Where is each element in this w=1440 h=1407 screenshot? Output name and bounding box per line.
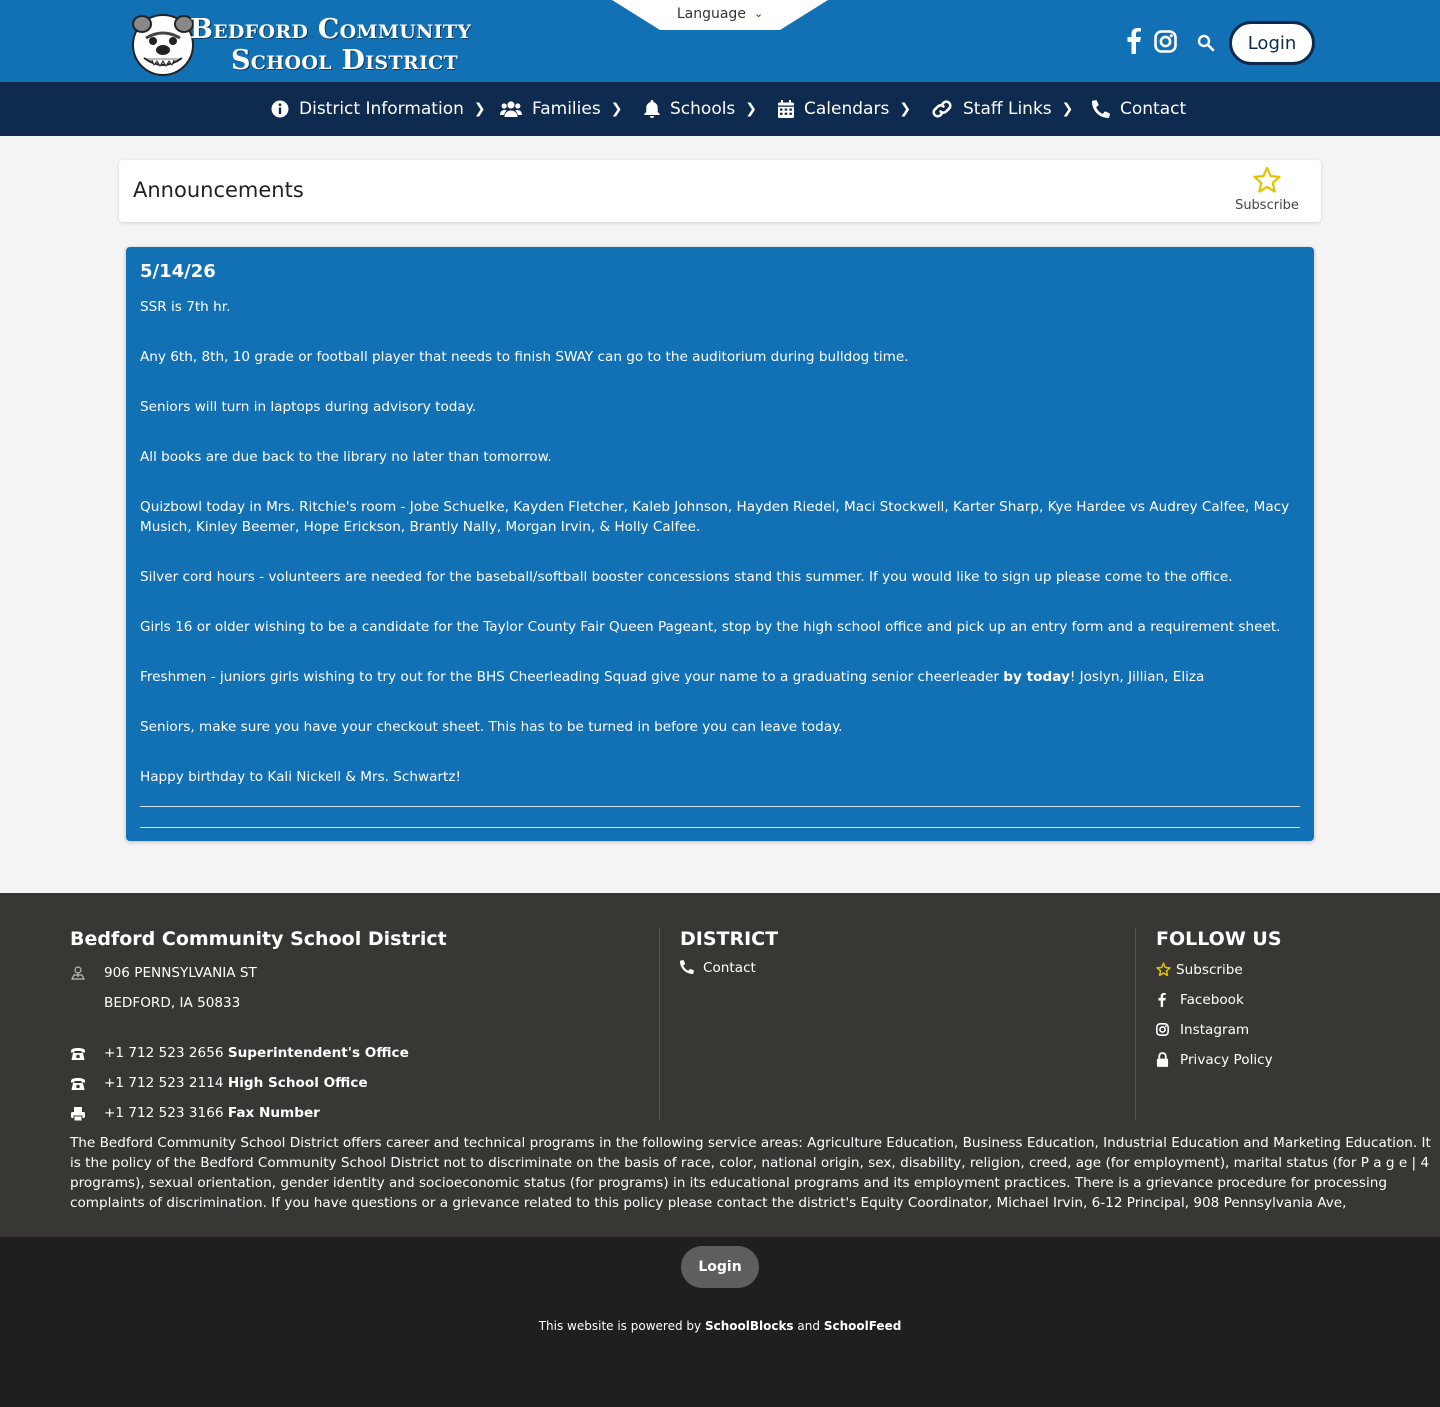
chevron-right-icon: ❯ (610, 101, 623, 117)
announcement-post (126, 247, 1314, 841)
users-icon (500, 100, 522, 118)
phone-label: High School Office (227, 1075, 368, 1091)
footer-address-line-2: BEDFORD, IA 50833 (104, 995, 241, 1011)
footer-phone-superintendent[interactable] (104, 1045, 409, 1061)
post-body (140, 297, 1300, 817)
schoolfeed-link[interactable]: SchoolFeed (823, 1319, 902, 1333)
powered-and: and (797, 1319, 820, 1333)
chevron-right-icon: ❯ (745, 101, 758, 117)
post-paragraph: Quizbowl today in Mrs. Ritchie's room - Jobe Schuelke, Kayden Fletcher, Kaleb Johnson, Hayden Riedel, Maci Stockwell, Karter Sharp, Kye Hardee vs Audrey Calfee, Macy Musich, Kinley Beemer, Hope Erickson, Brantly Nally, Morgan Irvin, & Holly Calfee. (140, 499, 1290, 535)
post-paragraph: All books are due back to the library no later than tomorrow. (140, 449, 552, 465)
post-paragraph: SSR is 7th hr. (140, 299, 231, 315)
chevron-right-icon: ❯ (899, 101, 912, 117)
post-paragraph: Any 6th, 8th, 10 grade or football player that needs to finish SWAY can go to the auditorium during bulldog time. (140, 349, 909, 365)
divider (140, 827, 1300, 828)
chevron-down-icon: ⌄ (753, 7, 764, 20)
schoolblocks-link[interactable]: SchoolBlocks (704, 1319, 794, 1333)
logo-wordmark (190, 14, 471, 76)
phone-number: +1 712 523 3166 (104, 1105, 224, 1121)
chevron-right-icon: ❯ (473, 101, 486, 117)
map-marker-icon (70, 965, 86, 981)
divider (140, 806, 1300, 807)
footer-contact-link[interactable]: Contact (703, 960, 756, 976)
nav-district-information[interactable] (271, 82, 486, 136)
nav-label: Contact (1120, 99, 1187, 119)
site-footer (0, 893, 1440, 1237)
subscribe-label: Subscribe (1235, 198, 1299, 213)
star-icon (1252, 166, 1282, 194)
nav-staff-links[interactable] (931, 82, 1073, 136)
footer-privacy-link[interactable]: Privacy Policy (1180, 1052, 1273, 1068)
post-emphasis: by today (1003, 669, 1070, 685)
footer-follow-title: FOLLOW US (1156, 928, 1282, 950)
nav-schools[interactable] (644, 82, 757, 136)
footer-divider (1135, 928, 1136, 1120)
login-button[interactable]: Login (1229, 21, 1315, 65)
footer-subscribe-link[interactable]: Subscribe (1176, 962, 1243, 978)
subscribe-button[interactable] (1227, 166, 1307, 213)
fax-icon (70, 1106, 86, 1122)
footer-phone-high-school[interactable] (104, 1075, 368, 1091)
star-icon (1156, 962, 1171, 977)
footer-instagram-link[interactable]: Instagram (1180, 1022, 1250, 1038)
main-nav (0, 82, 1440, 136)
nav-label: Staff Links (963, 99, 1052, 119)
nondiscrimination-notice: The Bedford Community School District offers career and technical programs in the following service areas: Agriculture Education, Business Education, Industrial Education and Marketing Education. It is the policy of the Bedford Community School District not to discriminate on the basis of race, color, national origin, sex, disability, religion, creed, age (for employment), marital status (for P a g e | 4 programs), sexual orientation, gender identity and socioeconomic status (for programs) in its educational programs and its employment practices. There is a grievance procedure for processing complaints of discrimination. If you have questions or a grievance related to this policy please contact the district's Equity Coordinator, Michael Irvin, 6-12 Principal, 908 Pennsylvania Ave, (70, 1135, 1431, 1211)
phone-label: Fax Number (227, 1105, 320, 1121)
footer-org-name: Bedford Community School District (70, 928, 447, 950)
footer-login-button[interactable]: Login (681, 1246, 759, 1288)
page-title: Announcements (133, 178, 304, 202)
phone-number: +1 712 523 2656 (104, 1045, 224, 1061)
nav-label: District Information (299, 99, 464, 119)
link-icon (931, 100, 953, 118)
nav-contact[interactable] (1092, 82, 1186, 136)
powered-by (0, 1319, 1440, 1333)
post-date: 5/14/26 (140, 261, 216, 282)
calendar-icon (778, 100, 794, 118)
phone-icon (680, 960, 694, 974)
nav-calendars[interactable] (778, 82, 911, 136)
post-paragraph: Seniors will turn in laptops during advisory today. (140, 399, 477, 415)
facebook-icon (1156, 993, 1168, 1007)
footer-bottom (0, 1237, 1440, 1407)
district-logo[interactable] (128, 8, 478, 78)
language-selector[interactable] (612, 0, 828, 30)
footer-address-line-1: 906 PENNSYLVANIA ST (104, 965, 257, 981)
post-paragraph (140, 667, 1300, 687)
logo-line-2: School District (231, 45, 459, 76)
powered-prefix: This website is powered by (538, 1319, 702, 1333)
phone-icon (1092, 100, 1110, 118)
post-text: Freshmen - juniors girls wishing to try out for the BHS Cheerleading Squad give your name to a graduating senior cheerleader (140, 669, 1004, 685)
language-label-wrap (612, 6, 828, 22)
nav-label: Schools (670, 99, 736, 119)
bulldog-mascot-icon (128, 8, 198, 78)
language-label: Language (676, 6, 746, 22)
phone-number: +1 712 523 2114 (104, 1075, 224, 1091)
announcements-header (119, 160, 1321, 222)
footer-divider (659, 928, 660, 1120)
facebook-icon[interactable] (1126, 28, 1150, 56)
site-header (0, 0, 1440, 82)
post-paragraph: Silver cord hours - volunteers are needed for the baseball/softball booster concessions stand this summer. If you would like to sign up please come to the office. (140, 569, 1233, 585)
search-icon[interactable] (1197, 34, 1221, 62)
nav-label: Calendars (804, 99, 890, 119)
post-paragraph: Seniors, make sure you have your checkout sheet. This has to be turned in before you can leave today. (140, 719, 843, 735)
post-paragraph: Girls 16 or older wishing to be a candidate for the Taylor County Fair Queen Pageant, stop by the high school office and pick up an entry form and a requirement sheet. (140, 619, 1281, 635)
phone-icon (70, 1076, 86, 1092)
lock-icon (1156, 1052, 1169, 1067)
phone-icon (70, 1046, 86, 1062)
bell-icon (644, 100, 660, 118)
post-paragraph: Happy birthday to Kali Nickell & Mrs. Schwartz! (140, 769, 461, 785)
info-icon (271, 100, 289, 118)
logo-line-1: Bedford Community (190, 14, 472, 45)
chevron-right-icon: ❯ (1061, 101, 1074, 117)
nav-families[interactable] (500, 82, 622, 136)
footer-fax[interactable] (104, 1105, 320, 1121)
phone-label: Superintendent's Office (227, 1045, 409, 1061)
footer-facebook-link[interactable]: Facebook (1180, 992, 1244, 1008)
post-text: ! Joslyn, Jillian, Eliza (1069, 669, 1205, 685)
nav-label: Families (532, 99, 601, 119)
footer-district-title: DISTRICT (680, 928, 779, 950)
instagram-icon (1156, 1023, 1169, 1036)
instagram-icon[interactable] (1154, 30, 1178, 58)
